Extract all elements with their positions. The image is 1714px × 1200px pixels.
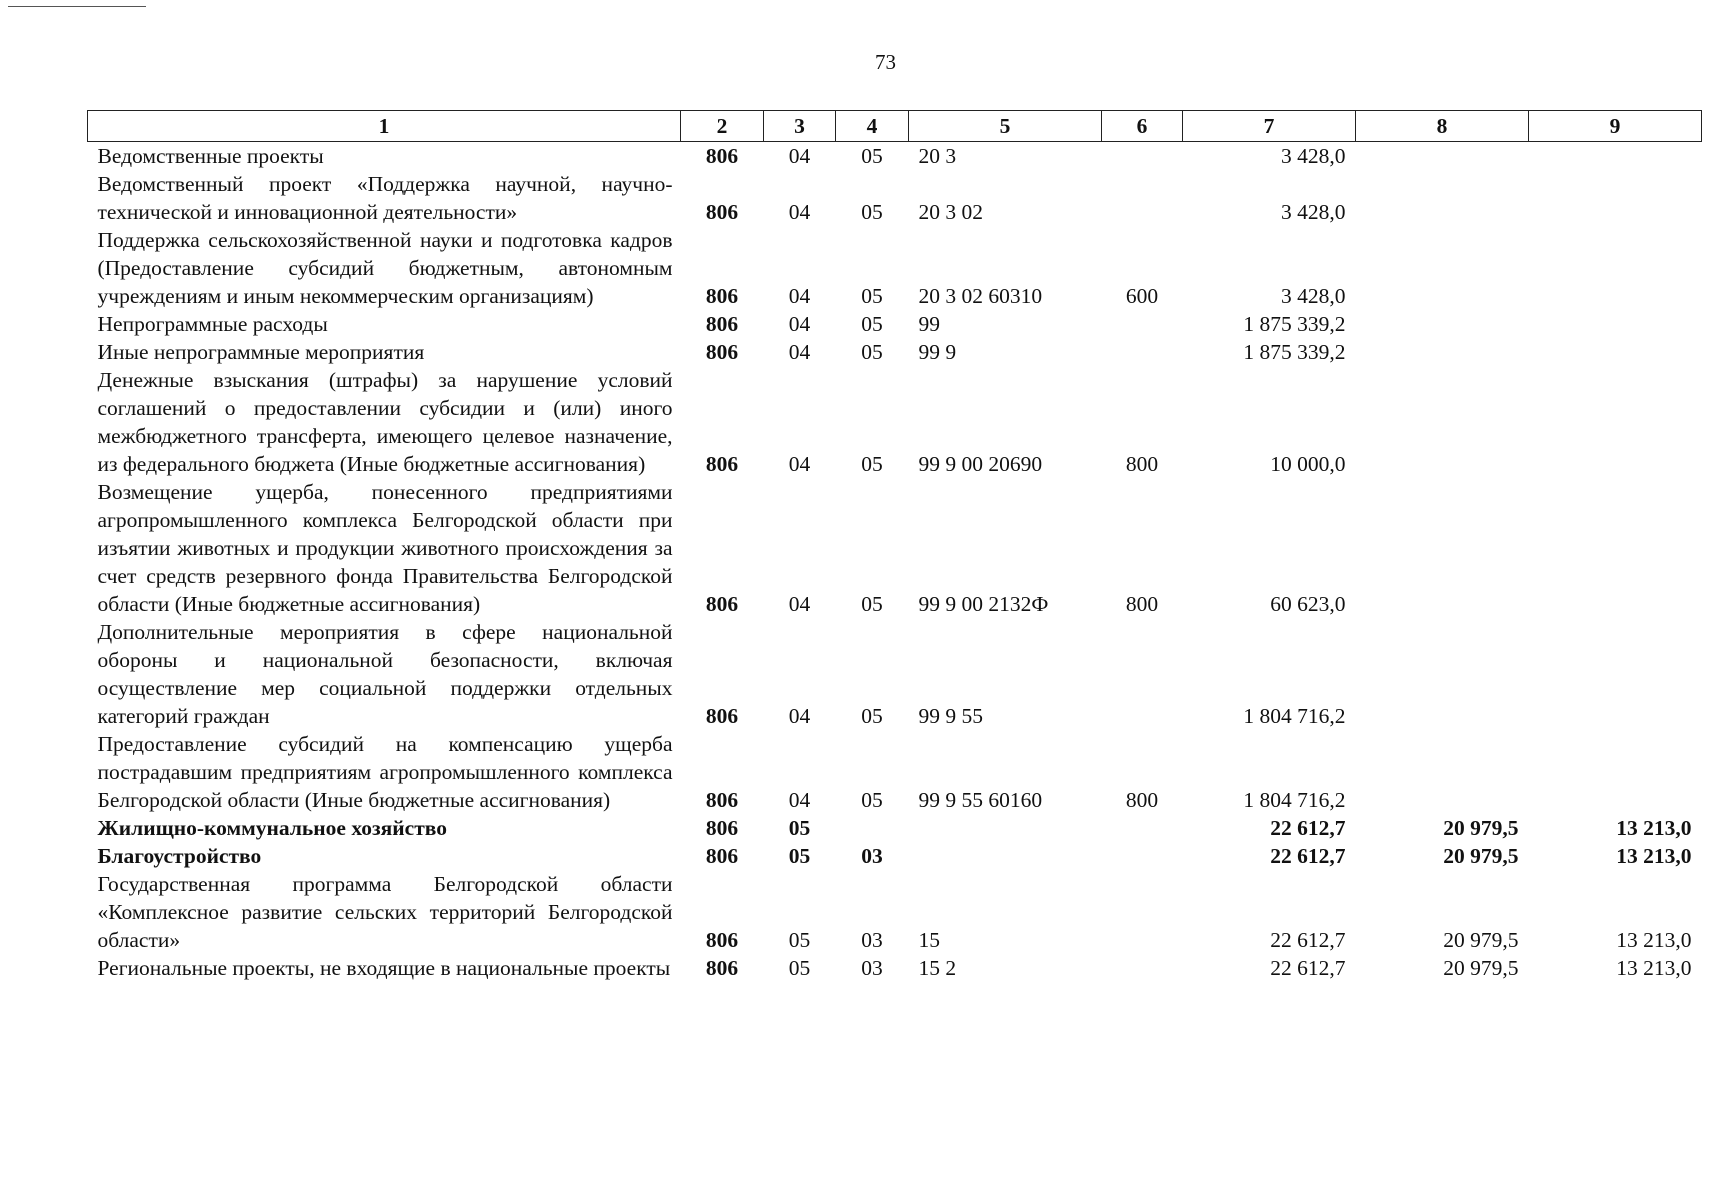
budget-table: [87, 110, 1702, 982]
row-section-code: 04: [788, 704, 811, 728]
row-expense-type: 800: [1125, 788, 1159, 812]
row-gr-code: 806: [705, 956, 739, 980]
row-amount-col8: [1356, 226, 1529, 310]
table-row: [88, 730, 1702, 814]
row-target-article: 15 2: [918, 956, 957, 980]
row-amount-col8: 20 979,5: [1443, 816, 1519, 840]
row-gr-code: 806: [705, 704, 739, 728]
row-amount-col8: [1356, 338, 1529, 366]
row-amount-col8: [1356, 170, 1529, 226]
row-gr-code: 806: [705, 452, 739, 476]
row-amount-col7: 22 612,7: [1270, 928, 1346, 952]
row-name: Денежные взыскания (штрафы) за нарушение условий соглашений о предоставлении субсидии и (или) иного межбюджетного трансферта, имеющего целевое назначение, из федерального бюджета (Иные бюджетные ассигнования): [97, 368, 673, 476]
row-section-code: 04: [788, 452, 811, 476]
column-header-1: 1: [88, 111, 681, 142]
row-amount-col8: 20 979,5: [1443, 956, 1519, 980]
row-amount-col9: [1529, 226, 1702, 310]
table-row: [88, 310, 1702, 338]
row-section-code: 04: [788, 592, 811, 616]
row-name: Дополнительные мероприятия в сфере национальной обороны и национальной безопасности, включая осуществление мер социальной поддержки отдельных категорий граждан: [97, 620, 673, 728]
row-section-code: 04: [788, 788, 811, 812]
column-header-9: 9: [1529, 111, 1702, 142]
row-amount-col9: 13 213,0: [1616, 928, 1692, 952]
row-name: Ведомственный проект «Поддержка научной, научно-технической и инновационной деятельности»: [97, 172, 673, 224]
row-amount-col9: 13 213,0: [1616, 844, 1692, 868]
row-amount-col9: [1529, 366, 1702, 478]
row-amount-col8: [1356, 142, 1529, 171]
row-section-code: 04: [788, 340, 811, 364]
row-amount-col8: 20 979,5: [1443, 844, 1519, 868]
row-name: Предоставление субсидий на компенсацию ущерба пострадавшим предприятиям агропромышленного комплекса Белгородской области (Иные бюджетные ассигнования): [97, 732, 673, 812]
row-section-code: 05: [788, 816, 811, 840]
row-name: Возмещение ущерба, понесенного предприятиями агропромышленного комплекса Белгородской области при изъятии животных и продукции животного происхождения за счет средств резервного фонда Правительства Белгородской области (Иные бюджетные ассигнования): [97, 480, 673, 616]
row-gr-code: 806: [705, 816, 739, 840]
row-amount-col9: [1529, 618, 1702, 730]
row-amount-col7: 60 623,0: [1270, 592, 1346, 616]
row-target-article: [909, 814, 1102, 842]
row-section-code: 04: [788, 284, 811, 308]
row-amount-col8: 20 979,5: [1443, 928, 1519, 952]
row-target-article: 99 9 55: [918, 704, 983, 728]
row-amount-col9: 13 213,0: [1616, 816, 1692, 840]
budget-table-container: [87, 110, 1701, 982]
row-target-article: [909, 842, 1102, 870]
row-amount-col8: [1356, 618, 1529, 730]
row-amount-col9: 13 213,0: [1616, 956, 1692, 980]
row-gr-code: 806: [705, 844, 739, 868]
column-header-8: 8: [1356, 111, 1529, 142]
row-subsection-code: 03: [861, 928, 883, 952]
row-section-code: 05: [788, 928, 811, 952]
row-amount-col9: [1529, 730, 1702, 814]
table-row: [88, 226, 1702, 310]
row-amount-col8: [1356, 478, 1529, 618]
row-subsection-code: 05: [861, 200, 883, 224]
column-header-2: 2: [681, 111, 764, 142]
row-amount-col9: [1529, 478, 1702, 618]
row-expense-type: 600: [1125, 284, 1159, 308]
column-header-3: 3: [764, 111, 836, 142]
row-subsection-code: [836, 814, 909, 842]
row-target-article: 99 9 00 2132Ф: [918, 592, 1049, 616]
row-subsection-code: 05: [861, 284, 883, 308]
column-header-4: 4: [836, 111, 909, 142]
row-section-code: 05: [788, 844, 811, 868]
row-name: Поддержка сельскохозяйственной науки и подготовка кадров (Предоставление субсидий бюджетным, автономным учреждениям и иным некоммерческим организациям): [97, 228, 673, 308]
row-gr-code: 806: [705, 340, 739, 364]
row-section-code: 04: [788, 312, 811, 336]
row-name: Жилищно-коммунальное хозяйство: [97, 816, 448, 840]
row-subsection-code: 05: [861, 452, 883, 476]
row-target-article: 99 9: [918, 340, 957, 364]
row-subsection-code: 05: [861, 592, 883, 616]
row-section-code: 05: [788, 956, 811, 980]
row-section-code: 04: [788, 200, 811, 224]
table-row: [88, 618, 1702, 730]
row-target-article: 20 3: [918, 144, 957, 168]
row-amount-col7: 3 428,0: [1281, 200, 1346, 224]
row-gr-code: 806: [705, 788, 739, 812]
row-expense-type: [1102, 338, 1183, 366]
row-target-article: 99: [918, 312, 940, 336]
table-row: [88, 142, 1702, 171]
row-subsection-code: 05: [861, 312, 883, 336]
row-amount-col7: 1 875 339,2: [1243, 340, 1346, 364]
row-subsection-code: 03: [861, 844, 883, 868]
row-name: Благоустройство: [97, 844, 262, 868]
table-row: [88, 478, 1702, 618]
table-row: [88, 842, 1702, 870]
row-subsection-code: 05: [861, 704, 883, 728]
row-gr-code: 806: [705, 284, 739, 308]
row-expense-type: [1102, 954, 1183, 982]
row-gr-code: 806: [705, 144, 739, 168]
row-target-article: 20 3 02 60310: [918, 284, 1043, 308]
row-subsection-code: 03: [861, 956, 883, 980]
row-amount-col9: [1529, 170, 1702, 226]
row-expense-type: [1102, 310, 1183, 338]
row-amount-col7: 1 804 716,2: [1243, 704, 1346, 728]
row-target-article: 99 9 55 60160: [918, 788, 1043, 812]
row-name: Непрограммные расходы: [97, 312, 328, 336]
row-expense-type: 800: [1125, 592, 1159, 616]
row-expense-type: [1102, 142, 1183, 171]
column-header-7: 7: [1183, 111, 1356, 142]
row-amount-col7: 1 875 339,2: [1243, 312, 1346, 336]
table-row: [88, 814, 1702, 842]
row-gr-code: 806: [705, 928, 739, 952]
row-expense-type: [1102, 842, 1183, 870]
row-expense-type: [1102, 170, 1183, 226]
top-rule: [8, 6, 146, 7]
row-gr-code: 806: [705, 312, 739, 336]
row-amount-col9: [1529, 310, 1702, 338]
row-name: Иные непрограммные мероприятия: [97, 340, 425, 364]
table-row: [88, 170, 1702, 226]
row-amount-col7: 10 000,0: [1270, 452, 1346, 476]
row-amount-col7: 22 612,7: [1270, 956, 1346, 980]
row-expense-type: [1102, 814, 1183, 842]
row-expense-type: [1102, 618, 1183, 730]
row-expense-type: [1102, 870, 1183, 954]
table-row: [88, 366, 1702, 478]
table-header-row: [88, 111, 1702, 142]
table-row: [88, 954, 1702, 982]
row-expense-type: 800: [1125, 452, 1159, 476]
row-name: Ведомственные проекты: [97, 144, 324, 168]
row-amount-col7: 22 612,7: [1270, 816, 1346, 840]
row-gr-code: 806: [705, 592, 739, 616]
table-row: [88, 338, 1702, 366]
row-target-article: 15: [918, 928, 940, 952]
column-header-6: 6: [1102, 111, 1183, 142]
row-amount-col7: 3 428,0: [1281, 284, 1346, 308]
column-header-5: 5: [909, 111, 1102, 142]
row-name: Государственная программа Белгородской области «Комплексное развитие сельских территорий Белгородской области»: [97, 872, 673, 952]
row-section-code: 04: [788, 144, 811, 168]
row-amount-col9: [1529, 142, 1702, 171]
row-name: Региональные проекты, не входящие в национальные проекты: [97, 956, 671, 980]
row-amount-col7: 3 428,0: [1281, 144, 1346, 168]
row-amount-col8: [1356, 310, 1529, 338]
row-amount-col9: [1529, 338, 1702, 366]
row-target-article: 20 3 02: [918, 200, 983, 224]
row-amount-col7: 1 804 716,2: [1243, 788, 1346, 812]
row-amount-col7: 22 612,7: [1270, 844, 1346, 868]
table-row: [88, 870, 1702, 954]
table-body: [88, 142, 1702, 983]
row-subsection-code: 05: [861, 788, 883, 812]
row-amount-col8: [1356, 730, 1529, 814]
row-subsection-code: 05: [861, 144, 883, 168]
row-subsection-code: 05: [861, 340, 883, 364]
row-target-article: 99 9 00 20690: [918, 452, 1043, 476]
row-amount-col8: [1356, 366, 1529, 478]
row-gr-code: 806: [705, 200, 739, 224]
page-number: 73: [875, 50, 896, 74]
